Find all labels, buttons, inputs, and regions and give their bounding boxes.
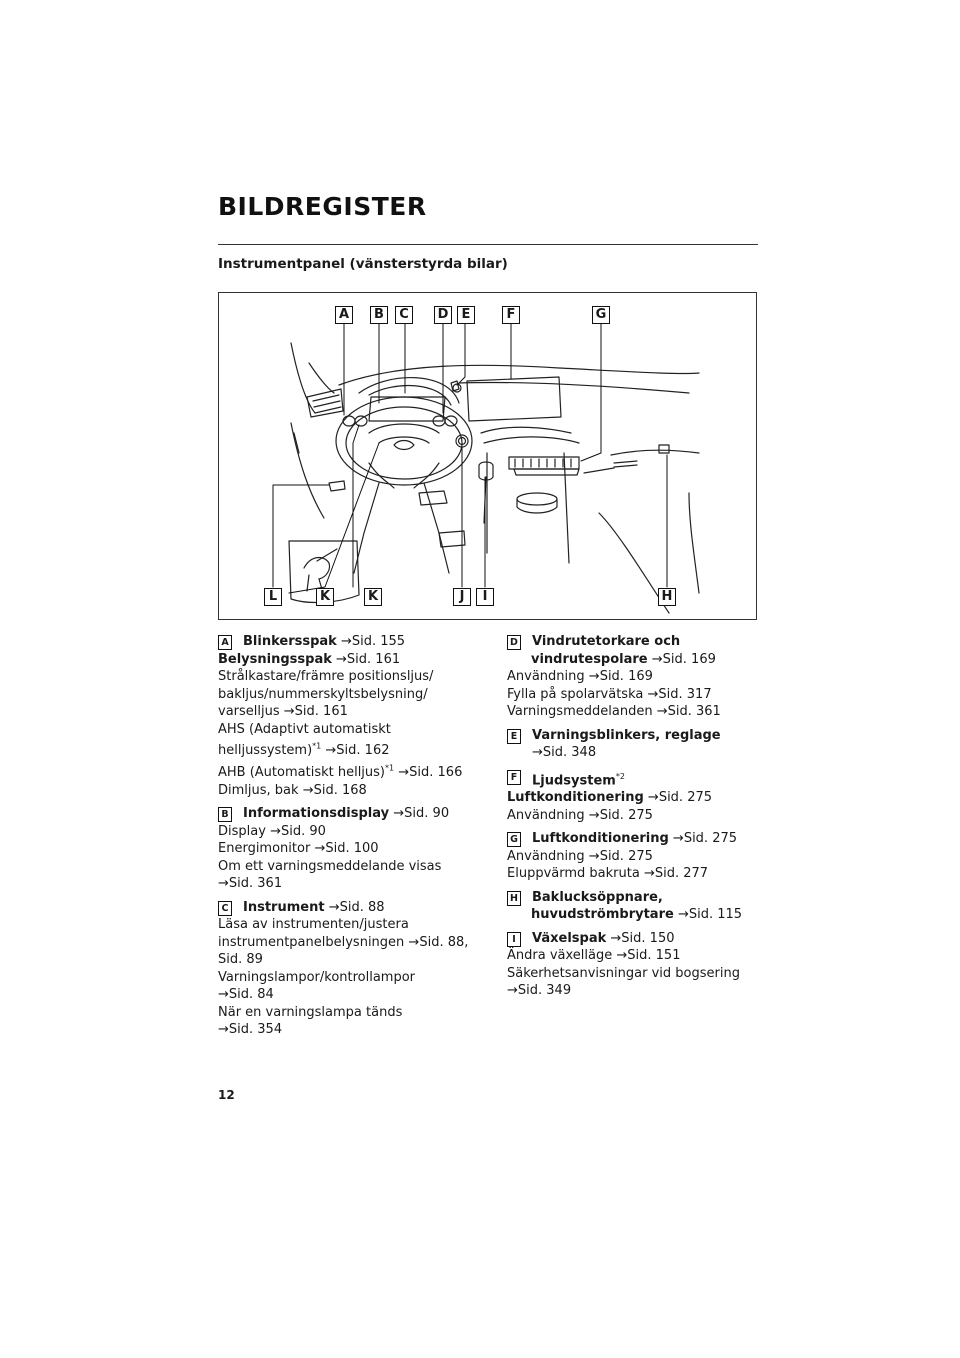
entry-line-content: [532, 768, 625, 790]
entry-heading: [507, 633, 759, 651]
entry-line: [507, 965, 759, 983]
page-reference-text: Sid. 90: [404, 806, 450, 822]
page-reference-text: Sid. 162: [336, 743, 390, 759]
page-reference: [266, 824, 326, 839]
callout-i: I: [476, 588, 494, 606]
entry-line: [218, 951, 470, 969]
entry-line: [218, 875, 470, 893]
title-divider: [218, 244, 758, 245]
entry-text: Varningsmeddelanden: [507, 704, 653, 719]
entry-line-content: [531, 907, 742, 922]
page-reference: [674, 907, 742, 922]
right-index-column: [507, 633, 759, 1006]
entry-line-content: [507, 790, 712, 805]
entry-line-content: [218, 859, 441, 874]
entry-line: [507, 982, 759, 1000]
page-reference: [585, 808, 653, 823]
entry-heading: [507, 930, 759, 948]
entry-line: [218, 651, 470, 669]
entry-line: [218, 823, 470, 841]
page-reference: [648, 652, 716, 667]
callout-e: E: [457, 306, 475, 324]
page-reference: [640, 866, 708, 881]
entry-text: Eluppvärmd bakruta: [507, 866, 640, 882]
page-reference-text: Sid. 275: [658, 790, 713, 806]
entry-line: [507, 865, 759, 883]
entry-text: Varningslampor/kontrollampor: [218, 969, 416, 985]
entry-line-content: [507, 669, 653, 684]
index-entry-e: [507, 727, 759, 762]
entry-text: Strålkastare/främre positionsljus/: [218, 669, 434, 684]
entry-line: [218, 840, 470, 858]
page-reference: [585, 849, 653, 864]
arrow-icon: →: [270, 823, 281, 839]
entry-title: Blinkersspak: [243, 634, 337, 649]
page-title: BILDREGISTER: [218, 192, 427, 221]
entry-line-content: [532, 633, 680, 651]
entry-heading: [507, 889, 759, 907]
entry-text: Fylla på spolarvätska: [507, 686, 644, 702]
arrow-icon: →: [218, 987, 229, 1003]
footnote-marker: *1: [385, 763, 395, 773]
entry-text: När en varningslampa tänds: [218, 1004, 403, 1020]
index-entry-b: [218, 805, 470, 893]
entry-heading: [218, 805, 470, 823]
callout-d: D: [434, 306, 452, 324]
entry-line: [218, 916, 470, 934]
index-entry-d: [507, 633, 759, 721]
entry-text: Användning: [507, 807, 585, 823]
entry-line: [218, 686, 470, 704]
entry-line-content: [218, 824, 326, 839]
page-reference: [643, 687, 711, 702]
arrow-icon: →: [283, 704, 295, 719]
page-reference: [507, 983, 571, 998]
entry-text: varselljus: [218, 704, 280, 719]
entry-badge: B: [218, 807, 232, 822]
page-reference-text: Sid. 166: [409, 765, 463, 781]
arrow-icon: →: [610, 930, 622, 946]
page-reference-text: Sid. 169: [662, 651, 716, 667]
entry-line-content: [218, 722, 391, 737]
entry-text: Dimljus, bak: [218, 782, 299, 798]
entry-line-content: [218, 743, 390, 758]
page-reference: [280, 704, 348, 719]
entry-title: huvudströmbrytare: [531, 907, 674, 923]
page-reference-text: Sid. 155: [351, 634, 406, 649]
arrow-icon: →: [408, 934, 420, 950]
entry-line: [507, 906, 759, 924]
arrow-icon: →: [393, 806, 405, 822]
entry-text: instrumentpanelbelysningen: [218, 934, 405, 950]
index-entry-f: [507, 768, 759, 825]
arrow-icon: →: [507, 983, 518, 999]
entry-heading: [218, 899, 470, 917]
page-reference-text: Sid. 361: [667, 704, 721, 719]
entry-line: [218, 703, 470, 721]
arrow-icon: →: [328, 899, 340, 915]
page-reference: [321, 743, 389, 758]
entry-text: Användning: [507, 848, 585, 864]
callout-f: F: [502, 306, 520, 324]
entry-line-content: [218, 952, 263, 967]
arrow-icon: →: [314, 841, 326, 857]
entry-text: Display: [218, 823, 266, 839]
index-entry-g: [507, 830, 759, 883]
page-reference: [606, 931, 674, 946]
index-entry-i: [507, 930, 759, 1000]
arrow-icon: →: [647, 790, 659, 806]
entry-line-content: [218, 669, 433, 684]
arrow-icon: →: [588, 848, 600, 864]
page-reference-text: Sid. 275: [599, 848, 653, 864]
entry-line: [507, 848, 759, 866]
entry-text: Om ett varningsmeddelande visas: [218, 858, 442, 874]
arrow-icon: →: [218, 876, 229, 892]
entry-badge: H: [507, 891, 521, 906]
entry-title: Vindrutetorkare och: [532, 634, 681, 649]
arrow-icon: →: [532, 745, 543, 760]
page-reference: [332, 652, 400, 667]
page-reference: [644, 790, 712, 805]
footnote-marker: *2: [615, 771, 625, 781]
entry-line-content: [507, 866, 708, 881]
entry-line-content: [218, 970, 415, 1003]
arrow-icon: →: [643, 866, 655, 882]
page-reference: [218, 876, 282, 891]
entry-line: [218, 934, 470, 952]
entry-line-content: [507, 948, 680, 963]
index-entry-c: [218, 899, 470, 1039]
callout-a: A: [335, 306, 353, 324]
entry-text: Sid. 89: [218, 952, 263, 968]
entry-line-content: [532, 830, 737, 848]
entry-title: Baklucksöppnare,: [532, 889, 663, 905]
entry-line: [218, 1004, 470, 1039]
callout-b: B: [370, 306, 388, 324]
page-number: 12: [218, 1088, 235, 1102]
page-reference-text: Sid. 168: [313, 782, 367, 798]
page-reference-text: Sid. 275: [599, 807, 653, 823]
entry-line-content: [218, 1005, 402, 1038]
page-reference-text: Sid. 100: [325, 841, 379, 857]
entry-text: Energimonitor: [218, 841, 311, 857]
index-entry-a: [218, 633, 470, 799]
entry-title: Belysningsspak: [218, 651, 332, 667]
page-reference: [299, 783, 367, 798]
entry-line-content: [532, 889, 663, 907]
entry-title: Luftkonditionering: [507, 790, 644, 806]
entry-line-content: [218, 917, 409, 932]
entry-title: Ljudsystem: [532, 772, 616, 788]
entry-line: [218, 668, 470, 686]
entry-line: [218, 760, 470, 782]
entry-badge: A: [218, 635, 232, 650]
entry-text: Läsa av instrumenten/justera: [218, 917, 409, 933]
page-reference: [389, 806, 449, 821]
callout-k-inset: K: [316, 588, 334, 606]
arrow-icon: →: [325, 743, 337, 759]
page-reference-text: Sid. 354: [228, 1022, 283, 1038]
entry-text: AHS (Adaptivt automatiskt: [218, 721, 391, 737]
entry-line-content: [532, 727, 759, 762]
dashboard-illustration: [218, 292, 757, 620]
arrow-icon: →: [340, 634, 352, 649]
entry-line: [507, 651, 759, 669]
entry-line-content: [507, 687, 712, 702]
entry-heading: [507, 768, 759, 790]
section-subtitle: Instrumentpanel (vänsterstyrda bilar): [218, 256, 508, 272]
entry-title: Informationsdisplay: [243, 806, 390, 822]
dashboard-drawing: [219, 293, 758, 621]
entry-line: [218, 721, 470, 739]
entry-badge: F: [507, 770, 521, 785]
page-reference-text: Sid. 275: [683, 831, 738, 847]
callout-h: H: [658, 588, 676, 606]
arrow-icon: →: [588, 807, 600, 823]
entry-title: Instrument: [243, 899, 325, 915]
arrow-icon: →: [672, 831, 684, 847]
page-reference: [337, 634, 405, 649]
entry-badge: E: [507, 729, 521, 744]
entry-line-content: [243, 899, 385, 917]
entry-line: [507, 668, 759, 686]
callout-g: G: [592, 306, 610, 324]
page-reference-text: Sid. 361: [228, 876, 283, 892]
entry-line-content: [218, 704, 348, 719]
page-reference-text: Sid. 88,: [419, 934, 469, 950]
entry-title: Luftkonditionering: [532, 831, 669, 847]
entry-line-content: [507, 808, 653, 823]
entry-heading: [507, 727, 759, 762]
index-entry-h: [507, 889, 759, 924]
entry-title: vindrutespolare: [531, 651, 648, 667]
page-reference: [532, 745, 596, 760]
page-reference-text: Sid. 88: [339, 899, 385, 915]
page-reference: [404, 935, 468, 950]
entry-line-content: [243, 805, 449, 823]
entry-badge: I: [507, 932, 521, 947]
page-reference: [325, 900, 385, 915]
page-reference: [612, 948, 680, 963]
callout-k: K: [364, 588, 382, 606]
page-reference-text: Sid. 169: [599, 669, 653, 684]
page-reference-text: Sid. 161: [346, 651, 401, 667]
entry-title: Växelspak: [532, 930, 607, 946]
arrow-icon: →: [651, 651, 663, 667]
arrow-icon: →: [647, 686, 659, 702]
page-reference: [585, 669, 653, 684]
entry-line-content: [507, 966, 740, 981]
entry-badge: G: [507, 832, 521, 847]
entry-badge: D: [507, 635, 521, 650]
page-reference-text: Sid. 348: [542, 745, 597, 760]
entry-line: [507, 703, 759, 721]
arrow-icon: →: [677, 907, 689, 923]
page-reference-text: Sid. 150: [621, 930, 675, 946]
arrow-icon: →: [302, 782, 314, 798]
page-reference-text: Sid. 90: [280, 823, 326, 839]
entry-line: [218, 738, 470, 760]
entry-line-content: [507, 983, 571, 998]
entry-heading: [507, 830, 759, 848]
page-reference-text: Sid. 84: [228, 987, 274, 1003]
entry-line-content: [218, 876, 282, 891]
entry-line-content: [218, 652, 400, 667]
entry-text: Ändra växelläge: [507, 948, 613, 964]
entry-line-content: [532, 930, 675, 948]
page-reference: [218, 1022, 282, 1037]
page-reference-text: Sid. 151: [627, 948, 681, 964]
callout-c: C: [395, 306, 413, 324]
entry-heading: [218, 633, 470, 651]
entry-line-content: [218, 687, 428, 702]
entry-line: [507, 807, 759, 825]
entry-line: [218, 858, 470, 876]
footnote-marker: *1: [312, 742, 322, 751]
page-reference-text: Sid. 277: [654, 866, 709, 882]
entry-line: [218, 969, 470, 1004]
entry-line: [218, 782, 470, 800]
entry-text: helljussystem): [218, 743, 313, 759]
entry-text: Säkerhetsanvisningar vid bogsering: [507, 965, 740, 981]
page-reference: [653, 704, 721, 719]
entry-badge: C: [218, 901, 232, 916]
entry-line-content: [531, 652, 716, 667]
entry-line: [507, 947, 759, 965]
entry-line-content: [218, 765, 462, 780]
entry-line: [507, 686, 759, 704]
page-reference: [669, 831, 737, 846]
entry-text: bakljus/nummerskyltsbelysning/: [218, 686, 428, 702]
entry-line-content: [243, 633, 405, 651]
entry-line-content: [218, 841, 379, 856]
page-reference: [310, 841, 378, 856]
page-reference: [394, 765, 462, 780]
entry-line-content: [218, 783, 367, 798]
entry-line-content: [507, 704, 721, 719]
page-reference-text: Sid. 161: [294, 704, 348, 719]
entry-line: [507, 789, 759, 807]
entry-text: Användning: [507, 669, 585, 684]
page-reference: [218, 987, 274, 1002]
entry-text: AHB (Automatiskt helljus): [218, 765, 386, 781]
arrow-icon: →: [398, 765, 410, 781]
entry-title: Varningsblinkers, reglage: [532, 727, 721, 743]
left-index-column: [218, 633, 470, 1045]
page-reference-text: Sid. 349: [517, 983, 572, 999]
arrow-icon: →: [656, 704, 668, 719]
entry-line-content: [507, 849, 653, 864]
callout-l: L: [264, 588, 282, 606]
page-reference-text: Sid. 115: [688, 907, 743, 923]
arrow-icon: →: [588, 669, 600, 684]
entry-line-content: [218, 935, 468, 950]
callout-j: J: [453, 588, 471, 606]
arrow-icon: →: [336, 651, 347, 667]
arrow-icon: →: [218, 1022, 229, 1038]
page-reference-text: Sid. 317: [658, 686, 712, 702]
arrow-icon: →: [616, 948, 628, 964]
